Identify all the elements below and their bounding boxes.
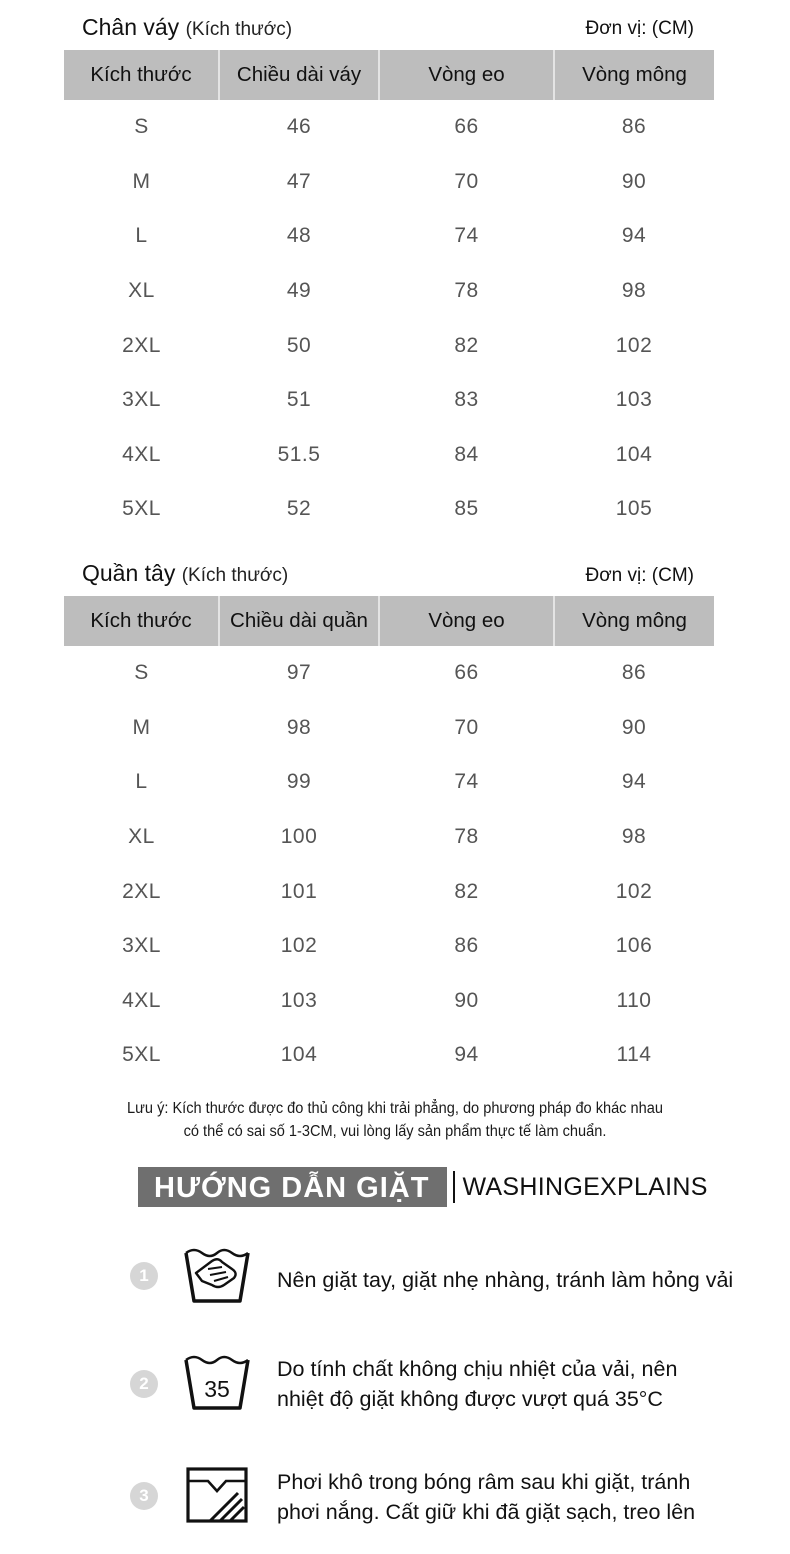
step-2-line-2: nhiệt độ giặt không được vượt quá 35°C (277, 1387, 663, 1411)
skirt-cell-waist: 84 (454, 442, 479, 466)
trousers-cell-waist: 70 (454, 715, 479, 739)
step-3-line-1: Phơi khô trong bóng râm sau khi giặt, tránh (277, 1470, 691, 1494)
skirt-cell-size: S (134, 115, 149, 139)
trousers-cell-size: 5XL (122, 1043, 161, 1067)
step-number-3: 3 (130, 1482, 158, 1510)
skirt-cell-waist: 78 (454, 279, 479, 303)
trousers-header-size: Kích thước (64, 596, 219, 646)
step-3-line-2: phơi nắng. Cất giữ khi đã giặt sạch, treo lên (277, 1500, 696, 1524)
skirt-cell-length: 51 (286, 388, 312, 412)
trousers-section-title (82, 560, 288, 587)
skirt-subtitle: (Kích thước) (185, 19, 293, 40)
skirt-cell-hip: 90 (621, 169, 647, 193)
skirt-cell-length: 51.5 (277, 442, 321, 466)
trousers-cell-hip: 106 (615, 934, 653, 958)
skirt-cell-size: 3XL (122, 388, 161, 412)
trousers-cell-waist: 78 (454, 825, 479, 849)
skirt-header-waist: Vòng eo (379, 50, 554, 100)
trousers-cell-hip: 114 (616, 1043, 652, 1067)
trousers-cell-waist: 66 (454, 661, 479, 685)
trousers-cell-size: XL (128, 825, 155, 849)
skirt-cell-length: 47 (286, 169, 312, 193)
trousers-unit: Đơn vị: (CM) (585, 565, 694, 586)
skirt-table-row (64, 318, 714, 373)
trousers-table-row (64, 646, 714, 701)
wash-temperature-label: 35 (204, 1376, 230, 1402)
shade-dry-icon (182, 1465, 252, 1532)
trousers-table-row (64, 701, 714, 756)
measurement-note (24, 1097, 767, 1143)
trousers-table-row (64, 864, 714, 919)
trousers-cell-hip: 102 (615, 879, 653, 903)
trousers-cell-waist: 86 (454, 934, 479, 958)
skirt-cell-waist: 83 (454, 388, 479, 412)
trousers-cell-hip: 98 (621, 825, 647, 849)
trousers-cell-waist: 74 (454, 770, 479, 794)
trousers-cell-length: 100 (280, 825, 318, 849)
trousers-size-table (64, 596, 714, 1083)
step-number-1: 1 (130, 1262, 158, 1290)
skirt-cell-length: 48 (286, 224, 312, 248)
trousers-cell-waist: 90 (454, 988, 479, 1012)
note-line-2: có thể có sai số 1-3CM, vui lòng lấy sản phẩm thực tế làm chuẩn. (183, 1123, 607, 1140)
skirt-cell-hip: 104 (615, 442, 653, 466)
trousers-cell-hip: 110 (616, 988, 652, 1012)
trousers-cell-size: 4XL (122, 988, 161, 1012)
trousers-cell-size: S (134, 661, 149, 685)
skirt-cell-hip: 105 (615, 497, 653, 521)
step-2-line-1: Do tính chất không chịu nhiệt của vải, nên (277, 1357, 678, 1381)
skirt-cell-hip: 102 (615, 333, 653, 357)
step-number-2: 2 (130, 1370, 158, 1398)
trousers-table-row (64, 810, 714, 865)
washing-title-divider (453, 1171, 455, 1203)
trousers-cell-length: 102 (280, 934, 318, 958)
skirt-cell-size: XL (128, 279, 155, 303)
step-text-2 (277, 1354, 677, 1414)
trousers-cell-length: 101 (280, 879, 318, 903)
skirt-cell-size: L (135, 224, 148, 248)
skirt-cell-waist: 66 (454, 115, 479, 139)
skirt-unit: Đơn vị: (CM) (585, 18, 694, 39)
step-text-3 (277, 1467, 695, 1527)
skirt-cell-size: M (132, 169, 151, 193)
trousers-cell-hip: 86 (621, 661, 647, 685)
trousers-cell-size: 3XL (122, 934, 161, 958)
trousers-header-hip: Vòng mông (554, 596, 714, 646)
skirt-cell-length: 49 (286, 279, 312, 303)
trousers-cell-waist: 82 (454, 879, 479, 903)
skirt-cell-size: 5XL (122, 497, 161, 521)
trousers-cell-length: 103 (280, 988, 318, 1012)
trousers-cell-length: 99 (286, 770, 312, 794)
skirt-cell-waist: 70 (454, 169, 479, 193)
trousers-table-row (64, 755, 714, 810)
trousers-header-waist: Vòng eo (379, 596, 554, 646)
skirt-header-length: Chiều dài váy (219, 50, 379, 100)
skirt-size-table (64, 50, 714, 537)
washing-title-en: WASHINGEXPLAINS (462, 1172, 708, 1201)
hand-wash-icon (182, 1245, 252, 1312)
skirt-cell-waist: 82 (454, 333, 479, 357)
skirt-header-size: Kích thước (64, 50, 219, 100)
trousers-cell-waist: 94 (454, 1043, 479, 1067)
trousers-cell-hip: 94 (621, 770, 647, 794)
skirt-title: Chân váy (82, 14, 180, 40)
step-text-1 (277, 1265, 733, 1295)
step-1-line-1: Nên giặt tay, giặt nhẹ nhàng, tránh làm hỏng vải (277, 1268, 734, 1292)
skirt-table-row (64, 100, 714, 155)
skirt-cell-hip: 94 (621, 224, 647, 248)
skirt-table-row (64, 155, 714, 210)
skirt-table-row (64, 264, 714, 319)
skirt-cell-length: 50 (286, 333, 312, 357)
trousers-cell-length: 104 (280, 1043, 318, 1067)
trousers-table-row (64, 919, 714, 974)
skirt-cell-hip: 98 (621, 279, 647, 303)
skirt-header-row (64, 50, 714, 100)
skirt-cell-size: 2XL (122, 333, 161, 357)
skirt-table-row (64, 482, 714, 537)
skirt-cell-hip: 103 (615, 388, 653, 412)
skirt-cell-waist: 85 (454, 497, 479, 521)
skirt-header-hip: Vòng mông (554, 50, 714, 100)
trousers-cell-length: 97 (286, 661, 312, 685)
wash-35-icon (182, 1352, 252, 1419)
trousers-table-row (64, 974, 714, 1029)
skirt-cell-waist: 74 (454, 224, 479, 248)
skirt-cell-size: 4XL (122, 442, 161, 466)
skirt-section-title (82, 14, 292, 41)
trousers-header-length: Chiều dài quần (219, 596, 379, 646)
trousers-cell-length: 98 (286, 715, 312, 739)
note-line-1: Lưu ý: Kích thước được đo thủ công khi trải phẳng, do phương pháp đo khác nhau (127, 1100, 663, 1117)
washing-header (138, 1167, 708, 1207)
skirt-table-row (64, 428, 714, 483)
trousers-header-row (64, 596, 714, 646)
skirt-table-row (64, 373, 714, 428)
trousers-cell-hip: 90 (621, 715, 647, 739)
trousers-cell-size: 2XL (122, 879, 161, 903)
trousers-title: Quần tây (82, 560, 176, 586)
trousers-cell-size: M (132, 715, 151, 739)
skirt-table-row (64, 209, 714, 264)
skirt-cell-hip: 86 (621, 115, 647, 139)
skirt-cell-length: 52 (286, 497, 312, 521)
trousers-subtitle: (Kích thước) (181, 565, 289, 586)
trousers-cell-size: L (135, 770, 148, 794)
trousers-table-row (64, 1028, 714, 1083)
washing-title-vi: HƯỚNG DẪN GIẶT (138, 1167, 447, 1207)
skirt-cell-length: 46 (286, 115, 312, 139)
